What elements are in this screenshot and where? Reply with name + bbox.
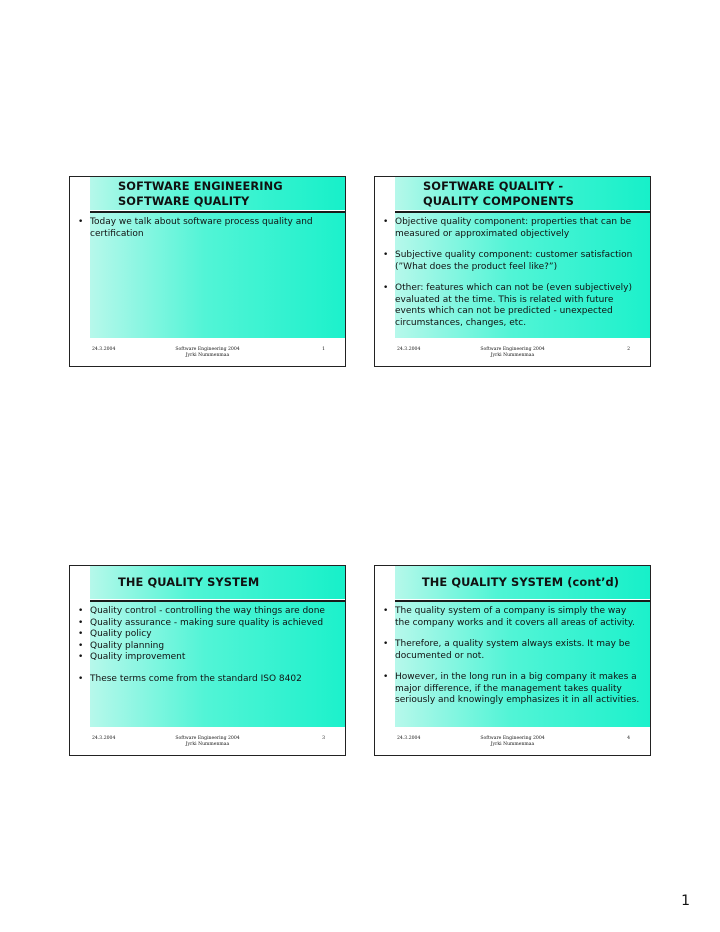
- slide-number: 1: [322, 347, 325, 352]
- bullet-list: [78, 606, 335, 685]
- slide-4: [374, 565, 651, 756]
- slide-title: [423, 179, 646, 208]
- slide-title-line: THE QUALITY SYSTEM (cont’d): [421, 575, 620, 589]
- footer-course: Software Engineering 2004: [175, 736, 240, 741]
- footer-date: 24.3.2004: [397, 736, 421, 741]
- footer-course: Software Engineering 2004: [480, 347, 545, 352]
- bullet-item: • These terms come from the standard ISO 8402: [78, 674, 335, 686]
- page-number: 1: [681, 893, 690, 909]
- bullet-item: • Objective quality component: properties that can be measured or approximated objectively: [383, 217, 640, 240]
- slide-number: 3: [322, 736, 325, 741]
- slide-1: [69, 176, 346, 367]
- bullet-item: • Quality planning: [78, 641, 335, 653]
- footer-date: 24.3.2004: [92, 347, 116, 352]
- bullet-item: • Quality improvement: [78, 652, 335, 664]
- slide-title-line: THE QUALITY SYSTEM: [118, 575, 260, 589]
- bullet-list: [383, 606, 640, 707]
- slide-title-line: QUALITY COMPONENTS: [423, 193, 574, 208]
- bullet-item: • Today we talk about software process quality and certification: [78, 217, 335, 240]
- slide-footer: [70, 345, 345, 361]
- bullet-item: • Other: features which can not be (even subjectively) evaluated at the time. This is related with future events which can not be predicted - unexpected circumstances, changes, etc.: [383, 283, 640, 329]
- slide-footer: [375, 734, 650, 750]
- slide-title: [118, 179, 341, 208]
- footer-author: Jyrki Nummenmaa: [490, 353, 535, 358]
- slide-3: [69, 565, 346, 756]
- slide-title: [118, 575, 341, 590]
- bullet-item: • Therefore, a quality system always exists. It may be documented or not.: [383, 639, 640, 662]
- footer-author: Jyrki Nummenmaa: [490, 742, 535, 747]
- slide-title: [395, 575, 646, 590]
- slide-footer: [70, 734, 345, 750]
- bullet-item: • The quality system of a company is simply the way the company works and it covers all areas of activity.: [383, 606, 640, 629]
- slide-footer: [375, 345, 650, 361]
- bullet-item: • Quality assurance - making sure quality is achieved: [78, 618, 335, 630]
- bullet-item: • However, in the long run in a big company it makes a major difference, if the management takes quality seriously and knowingly emphasizes it in all activities.: [383, 672, 640, 707]
- bullet-list: [78, 217, 335, 240]
- footer-date: 24.3.2004: [397, 347, 421, 352]
- slide-2: [374, 176, 651, 367]
- footer-course: Software Engineering 2004: [480, 736, 545, 741]
- footer-author: Jyrki Nummenmaa: [185, 353, 230, 358]
- footer-date: 24.3.2004: [92, 736, 116, 741]
- slide-number: 2: [627, 347, 630, 352]
- slide-title-line: SOFTWARE QUALITY -: [423, 179, 564, 193]
- slide-title-line: SOFTWARE ENGINEERING: [118, 179, 283, 193]
- bullet-item: • Subjective quality component: customer satisfaction (”What does the product feel like?”): [383, 250, 640, 273]
- footer-course: Software Engineering 2004: [175, 347, 240, 352]
- slide-number: 4: [627, 736, 630, 741]
- slide-title-line: SOFTWARE QUALITY: [118, 193, 250, 208]
- footer-author: Jyrki Nummenmaa: [185, 742, 230, 747]
- bullet-list: [383, 217, 640, 329]
- bullet-item: • Quality control - controlling the way things are done: [78, 606, 335, 618]
- bullet-item: • Quality policy: [78, 629, 335, 641]
